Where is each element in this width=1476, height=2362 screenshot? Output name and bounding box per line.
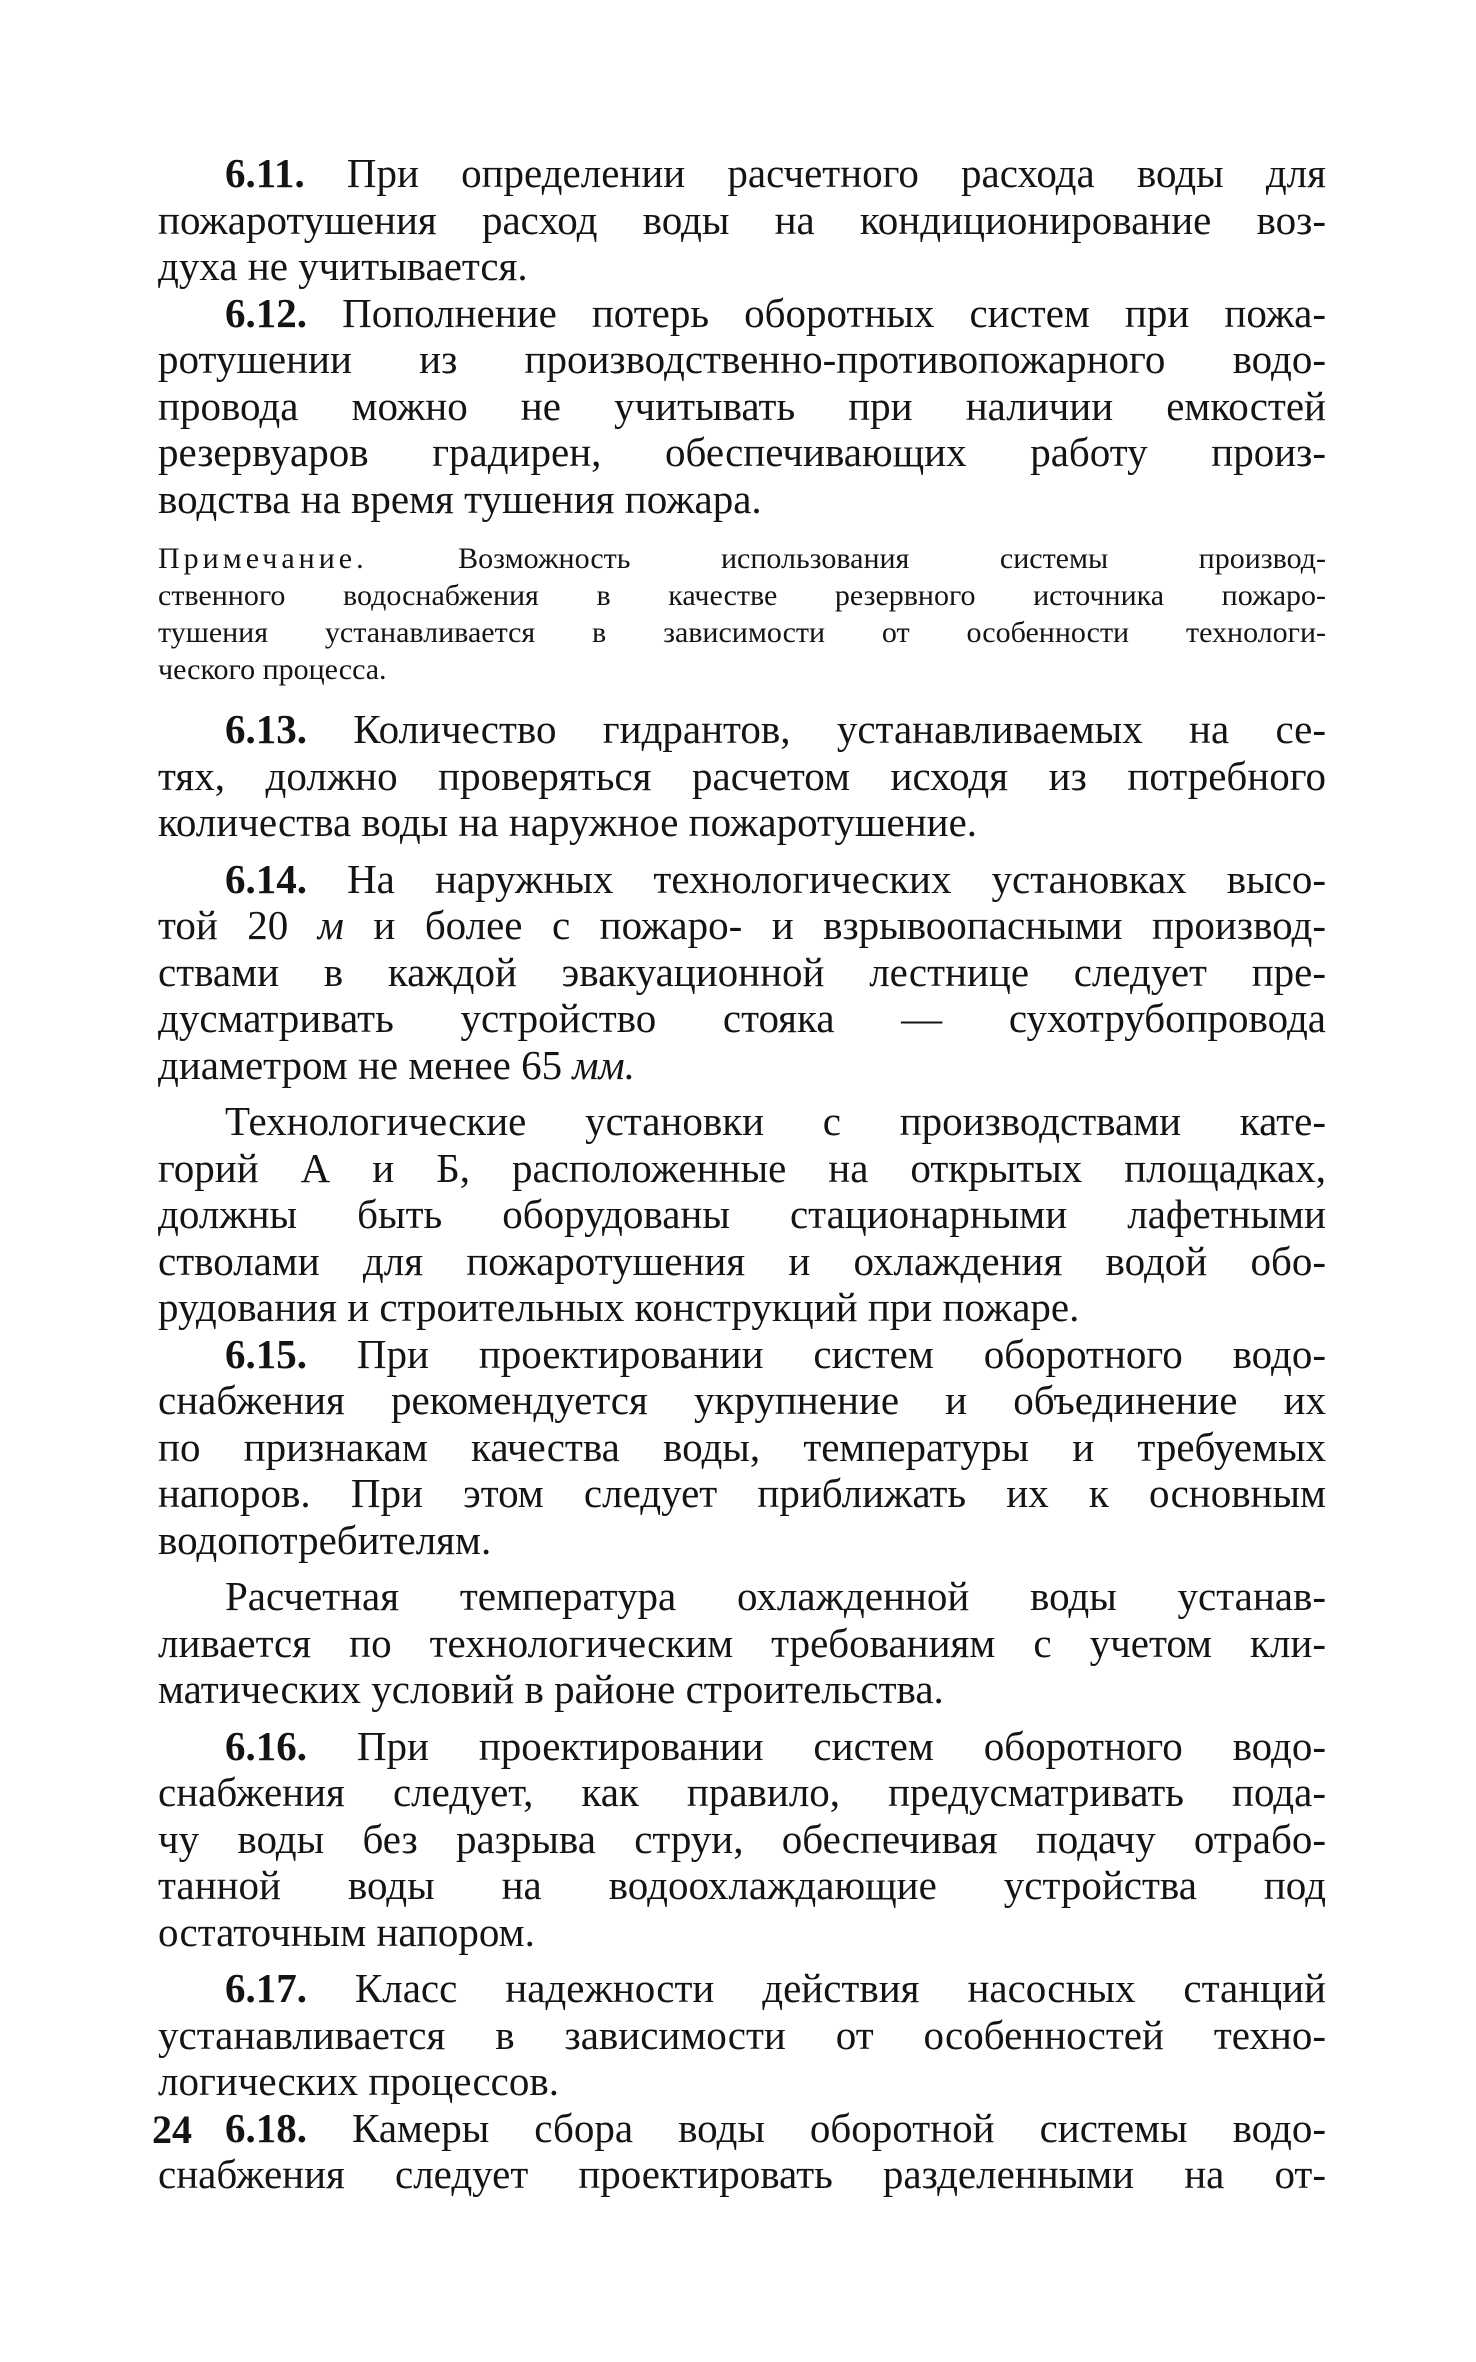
text-line: тях, должно проверяться расчетом исходя из потребного: [158, 752, 1326, 799]
section-number: 6.15.: [225, 1330, 307, 1377]
text-line: провода можно не учитывать при наличии емкостей: [158, 382, 1326, 429]
text-line: снабжения следует проектировать разделенными на от-: [158, 2151, 1326, 2197]
paragraph-6-14: [158, 856, 1326, 1089]
text-line: Примечание. Возможность использования системы производ-: [158, 542, 1326, 575]
text-line: снабжения следует, как правило, предусматривать пода-: [158, 1769, 1326, 1815]
text-line: Технологические установки с производствами кате-: [225, 1098, 1326, 1144]
text-line: напоров. При этом следует приближать их к основным: [158, 1470, 1326, 1516]
paragraph-6-15: [158, 1331, 1326, 1564]
text-line: 6.11. При определении расчетного расхода воды для: [225, 150, 1326, 196]
document-page: [158, 150, 1326, 2198]
text-line: танной воды на водоохлаждающие устройства под: [158, 1862, 1326, 1908]
paragraph-6-13: [158, 706, 1326, 846]
note-block: [158, 540, 1326, 688]
unit-label: мм.: [572, 1041, 635, 1088]
section-number: 6.11.: [225, 150, 305, 196]
section-number: 6.12.: [225, 289, 307, 336]
unit-label: м: [317, 902, 344, 948]
paragraph-6-17: [158, 1965, 1326, 2105]
text-line: 6.16. При проектировании систем оборотного водо-: [225, 1722, 1326, 1769]
text-line: тушения устанавливается в зависимости от особенности технологи-: [158, 616, 1326, 649]
page-number: 24: [152, 2107, 192, 2152]
text-line: водства на время тушения пожара.: [158, 475, 762, 522]
section-number: 6.16.: [225, 1722, 307, 1769]
text-line: ротушении из производственно-противопожарного водо-: [158, 336, 1326, 382]
text-line: ствами в каждой эвакуационной лестнице следует пре-: [158, 948, 1326, 995]
text-line: диаметром не менее 65 мм.: [158, 1041, 635, 1088]
paragraph-6-18: [158, 2105, 1326, 2198]
text-line: 6.14. На наружных технологических установках высо-: [225, 855, 1326, 902]
paragraph-6-16: [158, 1723, 1326, 1956]
text-line: снабжения рекомендуется укрупнение и объединение их: [158, 1377, 1326, 1423]
section-number: 6.13.: [225, 706, 307, 752]
text-line: логических процессов.: [158, 2058, 559, 2104]
text-line: по признакам качества воды, температуры и требуемых: [158, 1423, 1326, 1470]
text-line: Расчетная температура охлажденной воды устанав-: [225, 1573, 1326, 1619]
section-number: 6.18.: [225, 2104, 307, 2151]
text-line: 6.18. Камеры сбора воды оборотной системы водо-: [225, 2104, 1326, 2151]
text-line: резервуаров градирен, обеспечивающих работу произ-: [158, 429, 1326, 475]
text-line: стволами для пожаротушения и охлаждения водой обо-: [158, 1237, 1326, 1284]
text-line: устанавливается в зависимости от особенностей техно-: [158, 2011, 1326, 2058]
paragraph-design-temperature: [158, 1573, 1326, 1713]
text-line: ливается по технологическим требованиям с учетом кли-: [158, 1619, 1326, 1666]
text-line: ственного водоснабжения в качестве резервного источника пожаро-: [158, 579, 1326, 612]
text-line: остаточным напором.: [158, 1908, 535, 1955]
text-line: водопотребителям.: [158, 1516, 492, 1563]
paragraph-6-11: [158, 150, 1326, 290]
paragraph-6-12: [158, 290, 1326, 523]
text-line: 6.17. Класс надежности действия насосных станций: [225, 1965, 1326, 2011]
text-line: пожаротушения расход воды на кондиционирование воз-: [158, 196, 1326, 243]
text-line: той 20 м и более с пожаро- и взрывоопасными производ-: [158, 902, 1326, 948]
section-number: 6.14.: [225, 855, 307, 902]
text-line: горий А и Б, расположенные на открытых площадках,: [158, 1144, 1326, 1191]
text-line: духа не учитывается.: [158, 243, 528, 289]
text-line: 6.15. При проектировании систем оборотного водо-: [225, 1330, 1326, 1377]
text-line: дусматривать устройство стояка — сухотрубопровода: [158, 995, 1326, 1041]
text-line: ческого процесса.: [158, 653, 387, 686]
section-number: 6.17.: [225, 1965, 307, 2011]
note-label: Примечание.: [158, 542, 368, 575]
text-line: 6.13. Количество гидрантов, устанавливаемых на се-: [225, 706, 1326, 752]
text-line: матических условий в районе строительства.: [158, 1666, 944, 1712]
text-line: 6.12. Пополнение потерь оборотных систем при пожа-: [225, 289, 1326, 336]
paragraph-tech-installations: [158, 1098, 1326, 1331]
text-line: чу воды без разрыва струи, обеспечивая подачу отрабо-: [158, 1815, 1326, 1862]
text-line: количества воды на наружное пожаротушение.: [158, 799, 978, 845]
text-line: должны быть оборудованы стационарными лафетными: [158, 1191, 1326, 1237]
text-line: рудования и строительных конструкций при пожаре.: [158, 1284, 1080, 1330]
